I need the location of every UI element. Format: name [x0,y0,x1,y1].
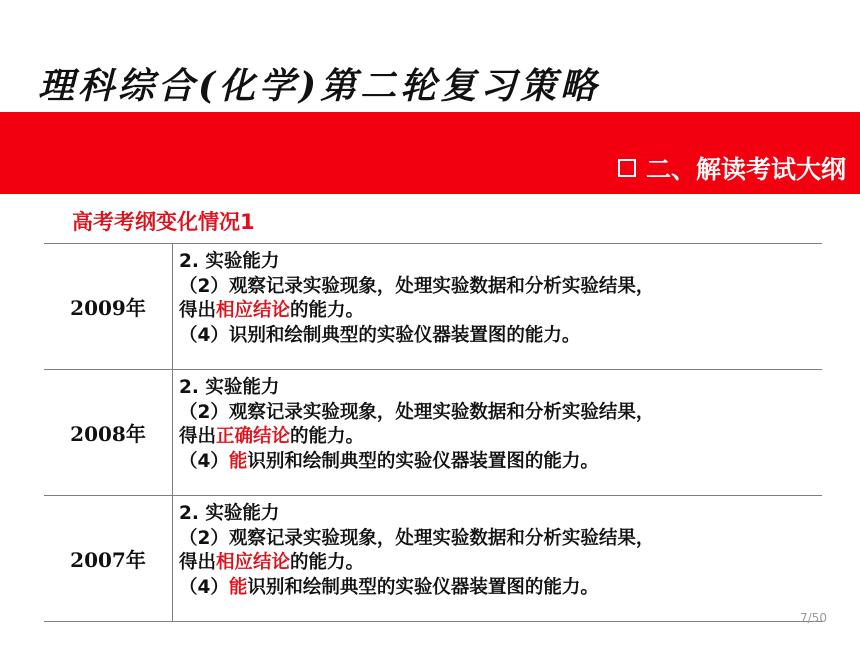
text-fragment: （4） [179,324,229,346]
square-bullet-icon [618,159,636,177]
content-line [179,324,822,349]
text-fragment: 的能力。 [290,426,365,447]
section-band [0,112,860,194]
text-fragment: 的能力。 [290,300,365,321]
syllabus-comparison-table [44,243,822,622]
table-subtitle: 高考考纲变化情况1 [72,210,255,234]
year-cell: 2007年 [44,496,173,622]
section-heading-text: 二、解读考试大纲 [645,155,846,184]
text-fragment: （4） [179,450,229,472]
content-cell [173,244,823,370]
highlight-text: 能 [228,576,248,598]
text-fragment: 得出 [179,426,217,447]
year-cell: 2009年 [44,244,173,370]
section-heading [618,150,846,186]
content-line: （2）观察记录实验现象，处理实验数据和分析实验结果， [179,401,655,423]
content-heading: 2. 实验能力 [179,377,280,398]
text-fragment: 识别和绘制典型的实验仪器装置图的能力。 [247,576,599,598]
content-line [179,450,822,475]
content-line [179,425,822,450]
content-line: （2）观察记录实验现象，处理实验数据和分析实验结果， [179,275,655,297]
table-row [44,244,822,370]
content-line [179,299,822,324]
text-fragment: 得出 [179,300,217,321]
slide-title: 理科综合(化学)第二轮复习策略 [38,65,601,107]
year-cell: 2008年 [44,370,173,496]
highlight-text: 相应结论 [216,552,291,573]
text-fragment: 识别和绘制典型的实验仪器装置图的能力。 [247,450,599,472]
content-line [179,551,822,576]
text-fragment: 识别和绘制典型的实验仪器装置图的能力。 [228,324,581,346]
content-heading: 2. 实验能力 [179,503,280,524]
content-cell [173,370,823,496]
highlight-text: 能 [228,450,248,472]
content-cell [173,496,823,622]
content-line: （2）观察记录实验现象，处理实验数据和分析实验结果， [179,527,655,549]
text-fragment: 得出 [179,552,217,573]
text-fragment: 的能力。 [290,552,365,573]
table-row [44,370,822,496]
highlight-text: 正确结论 [216,426,291,447]
content-line [179,576,822,601]
table-row [44,496,822,622]
content-heading: 2. 实验能力 [179,251,280,272]
page-number: 7/50 [800,611,827,625]
text-fragment: （4） [179,576,229,598]
highlight-text: 相应结论 [216,300,291,321]
